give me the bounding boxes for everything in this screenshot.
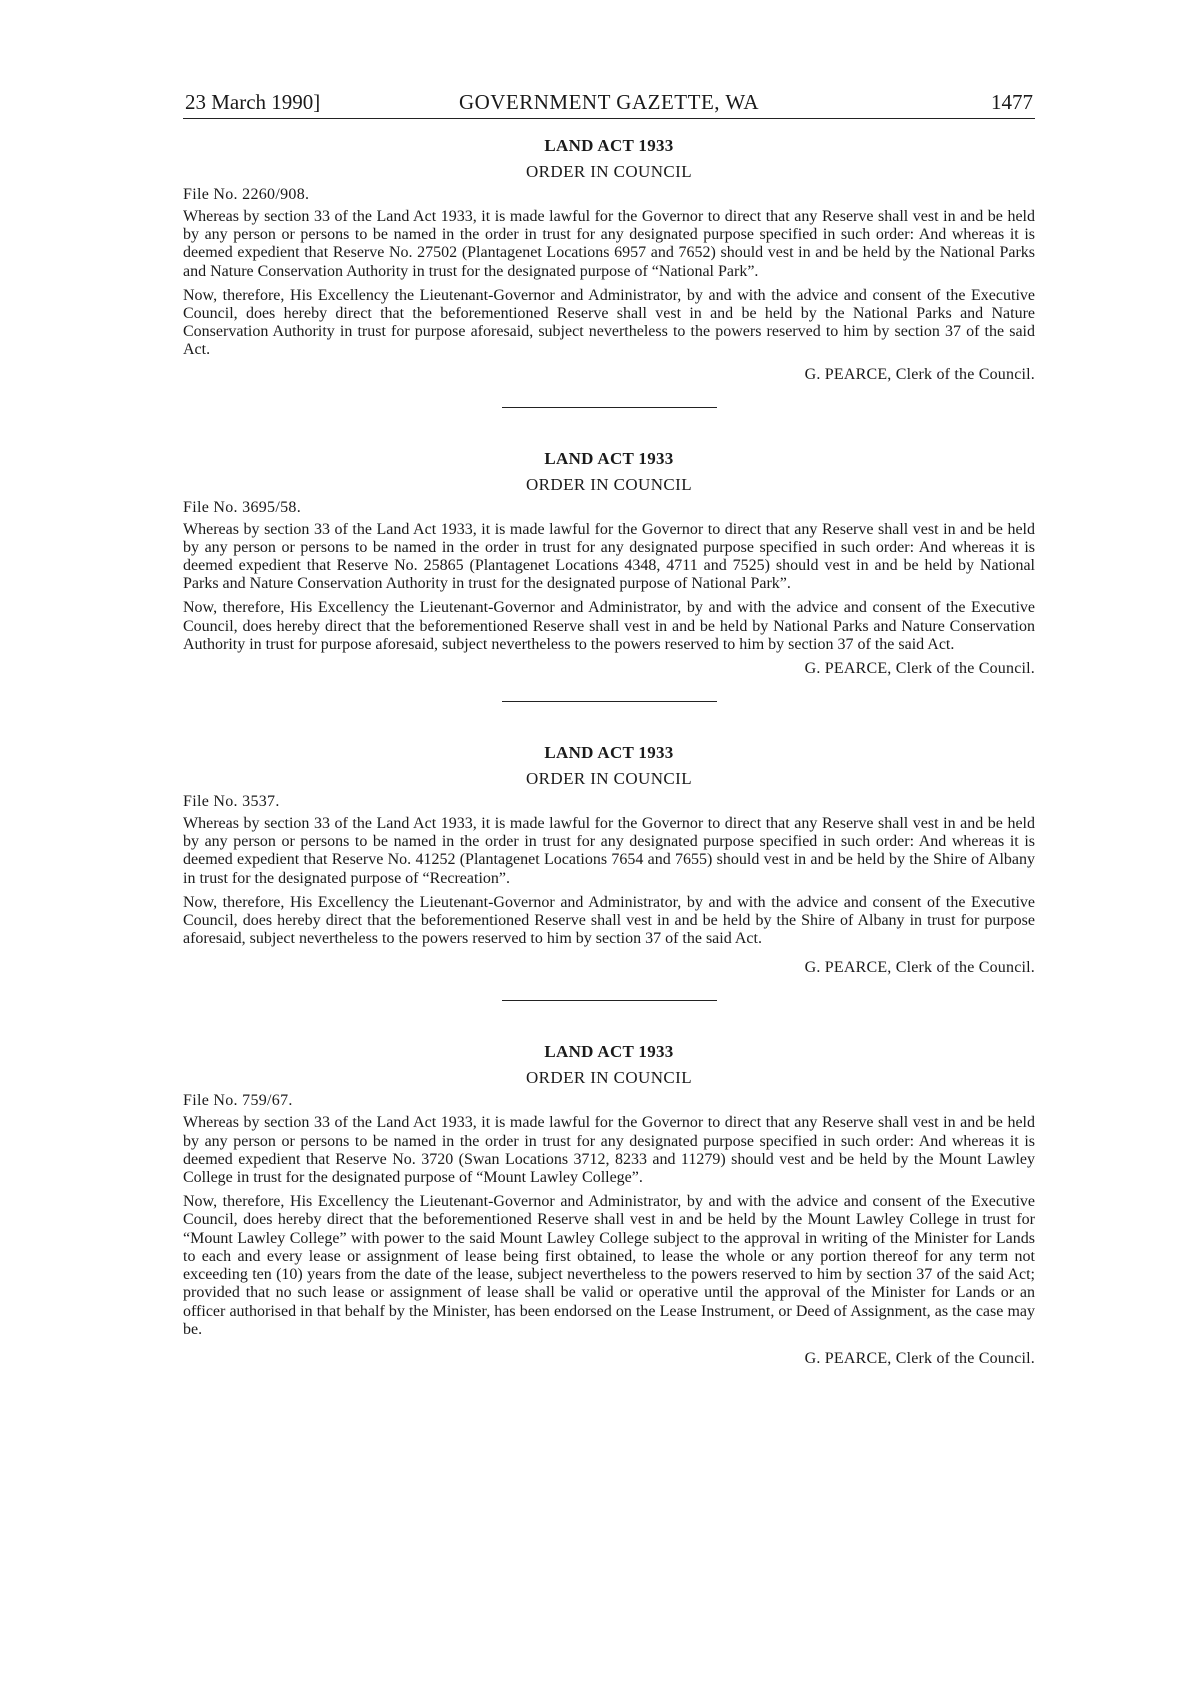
notice-3 — [183, 742, 1035, 977]
notice-paragraph-whereas: Whereas by section 33 of the Land Act 1933, it is made lawful for the Governor to direct that any Reserve shall vest in and be held by any person or persons to be named in the order in trust for any designated purpose specified in such order: And whereas it is deemed expedient that Reserve No. 41252 (Plantagenet Locations 7654 and 7655) should vest in and be held by the Shire of Albany in trust for the designated purpose of “Recreation”. — [183, 815, 1035, 887]
notice-subtitle: ORDER IN COUNCIL — [525, 474, 692, 494]
header-page-number: 1477 — [991, 90, 1033, 114]
page-header — [183, 88, 1035, 119]
gazette-page — [183, 88, 1035, 1368]
file-number: File No. 3695/58. — [183, 498, 301, 516]
header-title: GOVERNMENT GAZETTE, WA — [458, 90, 760, 114]
notice-signature: G. PEARCE, Clerk of the Council. — [804, 365, 1035, 383]
notice-paragraph-whereas: Whereas by section 33 of the Land Act 1933, it is made lawful for the Governor to direct that any Reserve shall vest in and be held by any person or persons to be named in the order in trust for any designated purpose specified in such order: And whereas it is deemed expedient that Reserve No. 3720 (Swan Locations 3712, 8233 and 11279) should vest and be held by the Mount Lawley College in trust for the designated purpose of “Mount Lawley College”. — [183, 1114, 1035, 1187]
section-divider — [502, 701, 717, 702]
notice-signature: G. PEARCE, Clerk of the Council. — [804, 959, 1035, 977]
notice-title: LAND ACT 1933 — [544, 1042, 674, 1062]
notice-subtitle: ORDER IN COUNCIL — [525, 162, 692, 181]
section-divider — [502, 1000, 717, 1001]
notice-subtitle: ORDER IN COUNCIL — [525, 769, 692, 789]
notice-paragraph-now-therefore: Now, therefore, His Excellency the Lieutenant-Governor and Administrator, by and with the advice and consent of the Executive Council, does hereby direct that the beforementioned Reserve shall vest in and be held by the Mount Lawley College in trust for “Mount Lawley College” with power to the said Mount Lawley College subject to the approval in writing of the Minister for Lands to each and every lease or assignment of lease being first obtained, to lease the whole or any portion thereof for any term not exceeding ten (10) years from the date of the lease, subject nevertheless to the powers reserved to him by section 37 of the said Act; provided that no such lease or assignment of lease shall be valid or operative until the approval of the Minister for Lands or an officer authorised in that behalf by the Minister, has been endorsed on the Lease Instrument, or Deed of Assignment, as the case may be. — [183, 1193, 1035, 1338]
notice-paragraph-now-therefore: Now, therefore, His Excellency the Lieutenant-Governor and Administrator, by and with the advice and consent of the Executive Council, does hereby direct that the beforementioned Reserve shall vest in and be held by National Parks and Nature Conservation Authority in trust for purpose aforesaid, subject nevertheless to the powers reserved to him by section 37 of the said Act. — [183, 599, 1035, 653]
notice-4 — [183, 1041, 1035, 1367]
section-divider — [502, 407, 717, 408]
notice-paragraph-now-therefore: Now, therefore, His Excellency the Lieutenant-Governor and Administrator, by and with the advice and consent of the Executive Council, does hereby direct that the beforementioned Reserve shall vest in and be held by the National Parks and Nature Conservation Authority in trust for purpose aforesaid, subject nevertheless to the powers reserved to him by section 37 of the said Act. — [183, 286, 1035, 359]
notice-2 — [183, 448, 1035, 678]
file-number: File No. 3537. — [183, 793, 280, 811]
file-number: File No. 2260/908. — [183, 186, 310, 203]
notice-title: LAND ACT 1933 — [544, 136, 674, 155]
notice-signature: G. PEARCE, Clerk of the Council. — [804, 1349, 1035, 1367]
notice-1 — [183, 135, 1035, 384]
notice-paragraph-whereas: Whereas by section 33 of the Land Act 1933, it is made lawful for the Governor to direct that any Reserve shall vest in and be held by any person or persons to be named in the order in trust for any designated purpose specified in such order: And whereas it is deemed expedient that Reserve No. 27502 (Plantagenet Locations 6957 and 7652) should vest in and be held by the National Parks and Nature Conservation Authority in trust for the designated purpose of “National Park”. — [183, 208, 1035, 280]
file-number: File No. 759/67. — [183, 1092, 293, 1110]
header-date: 23 March 1990] — [185, 90, 321, 114]
notice-subtitle: ORDER IN COUNCIL — [525, 1068, 692, 1088]
notice-title: LAND ACT 1933 — [544, 743, 674, 763]
notice-paragraph-now-therefore: Now, therefore, His Excellency the Lieutenant-Governor and Administrator, by and with the advice and consent of the Executive Council, does hereby direct that the beforementioned Reserve shall vest in and be held by the Shire of Albany in trust for purpose aforesaid, subject nevertheless to the powers reserved to him by section 37 of the said Act. — [183, 893, 1035, 948]
notice-paragraph-whereas: Whereas by section 33 of the Land Act 1933, it is made lawful for the Governor to direct that any Reserve shall vest in and be held by any person or persons to be named in the order in trust for any designated purpose specified in such order: And whereas it is deemed expedient that Reserve No. 25865 (Plantagenet Locations 4348, 4711 and 7525) should vest in and be held by National Parks and Nature Conservation Authority in trust for the designated purpose of National Park”. — [183, 520, 1035, 593]
notice-title: LAND ACT 1933 — [544, 448, 674, 468]
notice-signature: G. PEARCE, Clerk of the Council. — [804, 660, 1035, 678]
